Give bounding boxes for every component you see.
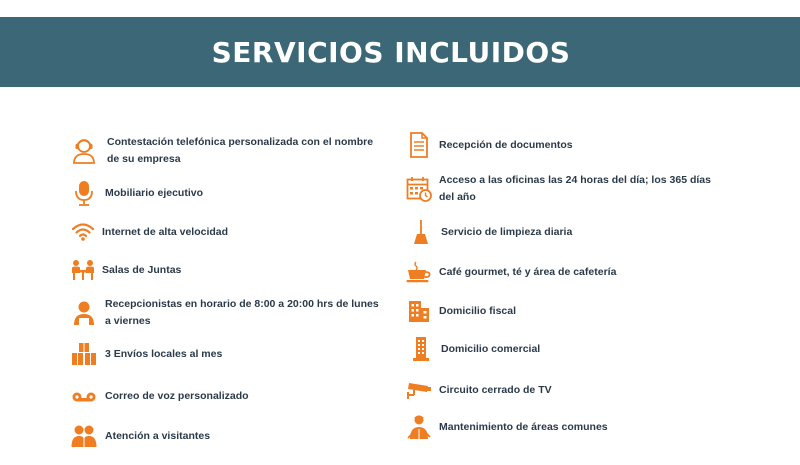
service-item-documents xyxy=(406,132,573,158)
service-item-commercial-address xyxy=(408,336,540,362)
receptionist-headset-icon xyxy=(71,138,97,164)
maintenance-worker-icon xyxy=(406,414,432,440)
service-item-maintenance xyxy=(406,414,608,440)
wifi-icon xyxy=(70,219,96,245)
boxes-icon xyxy=(71,341,97,367)
page-title: SERVICIOS INCLUIDOS xyxy=(211,35,571,69)
service-label: Mantenimiento de áreas comunes xyxy=(439,420,608,433)
service-item-24h-access xyxy=(406,172,726,206)
service-item-internet xyxy=(70,219,228,245)
service-item-phone-answering xyxy=(71,134,381,168)
service-label: Correo de voz personalizado xyxy=(105,389,249,402)
cctv-camera-icon xyxy=(406,377,432,403)
service-item-voicemail xyxy=(71,383,249,409)
top-strip xyxy=(0,0,800,17)
service-label: Internet de alta velocidad xyxy=(102,225,229,238)
service-label: Circuito cerrado de TV xyxy=(439,383,552,396)
service-label: Domicilio comercial xyxy=(441,342,541,355)
tower-building-icon xyxy=(408,336,434,362)
service-label: Atención a visitantes xyxy=(105,429,211,442)
service-label: Café gourmet, té y área de cafetería xyxy=(439,265,617,278)
service-label: Contestación telefónica personalizada con el nombre de su empresa xyxy=(107,136,374,165)
microphone-icon xyxy=(71,180,97,206)
service-label: 3 Envíos locales al mes xyxy=(105,347,223,360)
service-label: Recepción de documentos xyxy=(439,138,573,151)
building-icon xyxy=(406,298,432,324)
service-label: Domicilio fiscal xyxy=(439,304,517,317)
voicemail-icon xyxy=(71,383,97,409)
calendar-clock-icon xyxy=(406,176,432,202)
service-item-meeting-rooms xyxy=(70,257,181,283)
service-item-shipments xyxy=(71,341,222,367)
service-item-cctv xyxy=(406,377,552,403)
person-icon xyxy=(71,300,97,326)
service-label: Acceso a las oficinas las 24 horas del día; los 365 días del año xyxy=(439,174,711,203)
document-icon xyxy=(406,132,432,158)
service-label: Salas de Juntas xyxy=(102,263,182,276)
service-item-furniture xyxy=(71,180,203,206)
service-item-coffee xyxy=(406,259,616,285)
service-label: Recepcionistas en horario de 8:00 a 20:00 hrs de lunes a viernes xyxy=(105,298,379,327)
meeting-room-icon xyxy=(70,257,96,283)
header-banner xyxy=(0,17,800,87)
service-item-visitors xyxy=(71,423,210,449)
coffee-cup-icon xyxy=(406,259,432,285)
service-item-cleaning xyxy=(408,219,572,245)
broom-icon xyxy=(408,219,434,245)
visitors-icon xyxy=(71,423,97,449)
service-label: Servicio de limpieza diaria xyxy=(441,225,573,238)
service-label: Mobiliario ejecutivo xyxy=(105,186,204,199)
service-item-fiscal-address xyxy=(406,298,516,324)
service-item-receptionists xyxy=(71,296,381,330)
